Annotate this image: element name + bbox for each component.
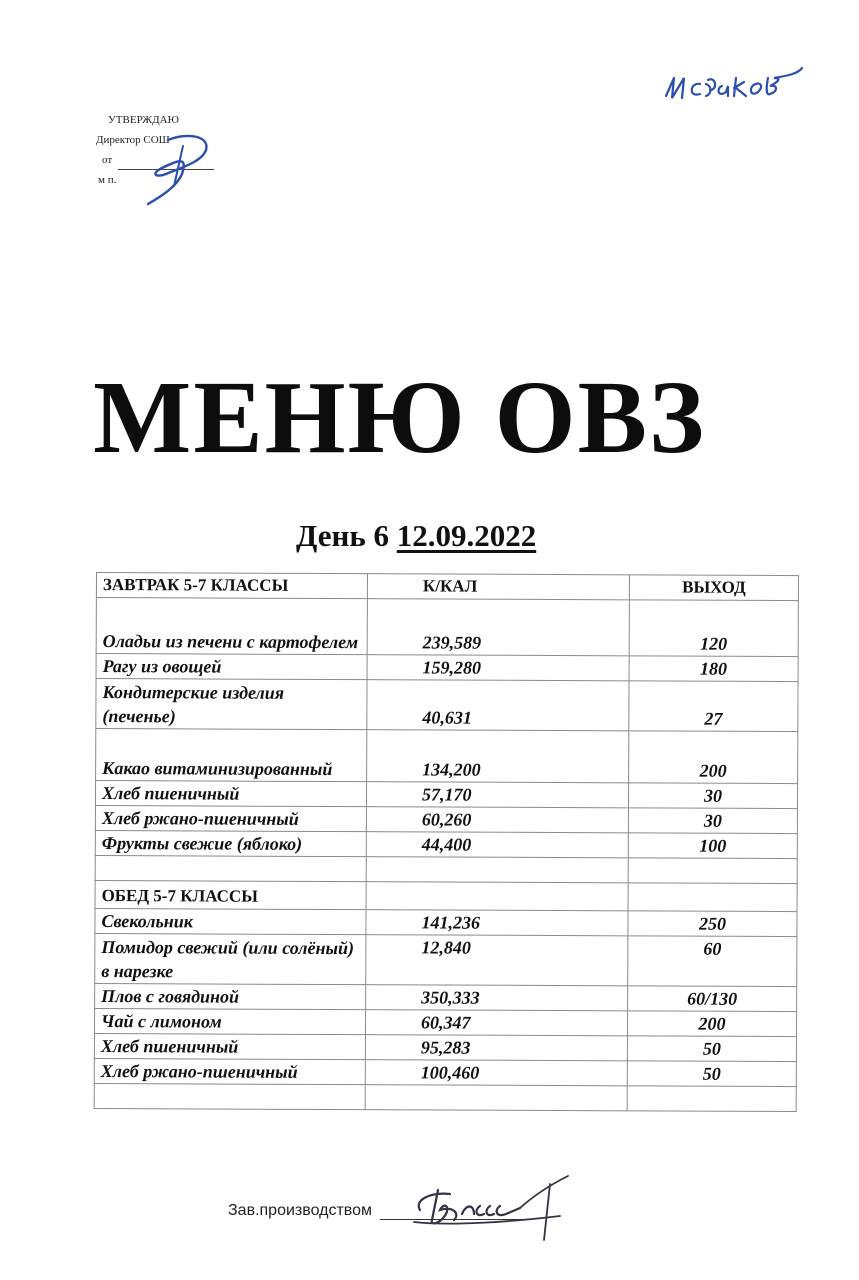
dish-name: Чай с лимоном xyxy=(94,1008,365,1034)
production-head-signature xyxy=(410,1170,570,1250)
lunch-header: ОБЕД 5-7 КЛАССЫ xyxy=(95,880,366,909)
dish-yield: 200 xyxy=(629,731,798,784)
page-title: МЕНЮ ОВЗ xyxy=(93,360,706,475)
dish-yield: 30 xyxy=(628,783,797,809)
dish-name: Хлеб пшеничный xyxy=(94,1033,365,1059)
dish-yield: 50 xyxy=(627,1036,796,1062)
dish-name: Хлеб ржано-пшеничный xyxy=(94,1058,365,1084)
dish-yield: 180 xyxy=(629,656,798,682)
dish-kcal: 141,236 xyxy=(366,910,628,936)
yield-header: ВЫХОД xyxy=(629,575,798,601)
table-row xyxy=(95,830,797,858)
dish-kcal: 40,631 xyxy=(367,680,629,731)
table-row xyxy=(95,933,797,986)
table-row xyxy=(96,654,798,682)
approval-director: Директор СОШ xyxy=(96,134,170,146)
dish-yield: 60 xyxy=(628,936,797,987)
approval-seal-place: м п. xyxy=(98,174,117,186)
table-row xyxy=(96,729,798,784)
table-row xyxy=(96,598,798,657)
table-row-empty xyxy=(94,1083,796,1111)
breakfast-header: ЗАВТРАК 5-7 КЛАССЫ xyxy=(96,573,367,599)
dish-kcal: 350,333 xyxy=(366,985,628,1011)
table-row xyxy=(95,781,797,809)
dish-yield: 200 xyxy=(627,1011,796,1037)
dish-kcal: 44,400 xyxy=(366,832,628,858)
table-row xyxy=(96,679,798,732)
table-row xyxy=(94,1008,796,1036)
dish-name: Какао витаминизированный xyxy=(96,729,367,782)
handwritten-name xyxy=(660,56,810,116)
approval-heading: УТВЕРЖДАЮ xyxy=(108,114,179,126)
dish-name: Рагу из овощей xyxy=(96,654,367,680)
dish-name: Кондитерские изделия (печенье) xyxy=(96,679,367,730)
kcal-header: К/КАЛ xyxy=(367,574,629,600)
lunch-header-row xyxy=(95,880,797,911)
dish-yield: 100 xyxy=(628,833,797,859)
dish-kcal: 95,283 xyxy=(365,1035,627,1061)
dish-yield: 50 xyxy=(627,1061,796,1087)
dish-kcal: 239,589 xyxy=(367,599,629,656)
dish-name: Хлеб пшеничный xyxy=(95,781,366,807)
dish-kcal: 134,200 xyxy=(367,730,629,783)
menu-table xyxy=(94,572,799,1112)
dish-kcal: 100,460 xyxy=(365,1060,627,1086)
footer-label: Зав.производством xyxy=(228,1202,372,1219)
dish-yield: 120 xyxy=(629,600,798,657)
dish-kcal: 159,280 xyxy=(367,655,629,681)
dish-kcal: 60,260 xyxy=(366,807,628,833)
dish-name: Оладьи из печени с картофелем xyxy=(96,598,367,655)
table-row xyxy=(94,1033,796,1061)
table-row xyxy=(95,908,797,936)
dish-kcal: 12,840 xyxy=(366,935,628,986)
day-date: 12.09.2022 xyxy=(396,518,537,553)
table-row-empty xyxy=(95,855,797,883)
dish-yield: 250 xyxy=(628,911,797,937)
dish-name: Хлеб ржано-пшеничный xyxy=(95,805,366,831)
day-label: День 6 xyxy=(296,518,389,553)
dish-name: Фрукты свежие (яблоко) xyxy=(95,830,366,856)
dish-kcal: 60,347 xyxy=(365,1010,627,1036)
director-signature xyxy=(128,128,228,208)
table-row xyxy=(95,983,797,1011)
dish-yield: 30 xyxy=(628,808,797,834)
dish-name: Помидор свежий (или солёный) в нарезке xyxy=(95,933,366,984)
dish-yield: 60/130 xyxy=(628,986,797,1012)
table-row xyxy=(94,1058,796,1086)
dish-name: Свекольник xyxy=(95,908,366,934)
day-heading xyxy=(296,518,536,554)
dish-name: Плов с говядиной xyxy=(95,983,366,1009)
dish-kcal: 57,170 xyxy=(366,782,628,808)
table-header-row xyxy=(96,573,798,601)
approval-from: от xyxy=(102,154,113,166)
table-row xyxy=(95,805,797,833)
dish-yield: 27 xyxy=(629,681,798,732)
